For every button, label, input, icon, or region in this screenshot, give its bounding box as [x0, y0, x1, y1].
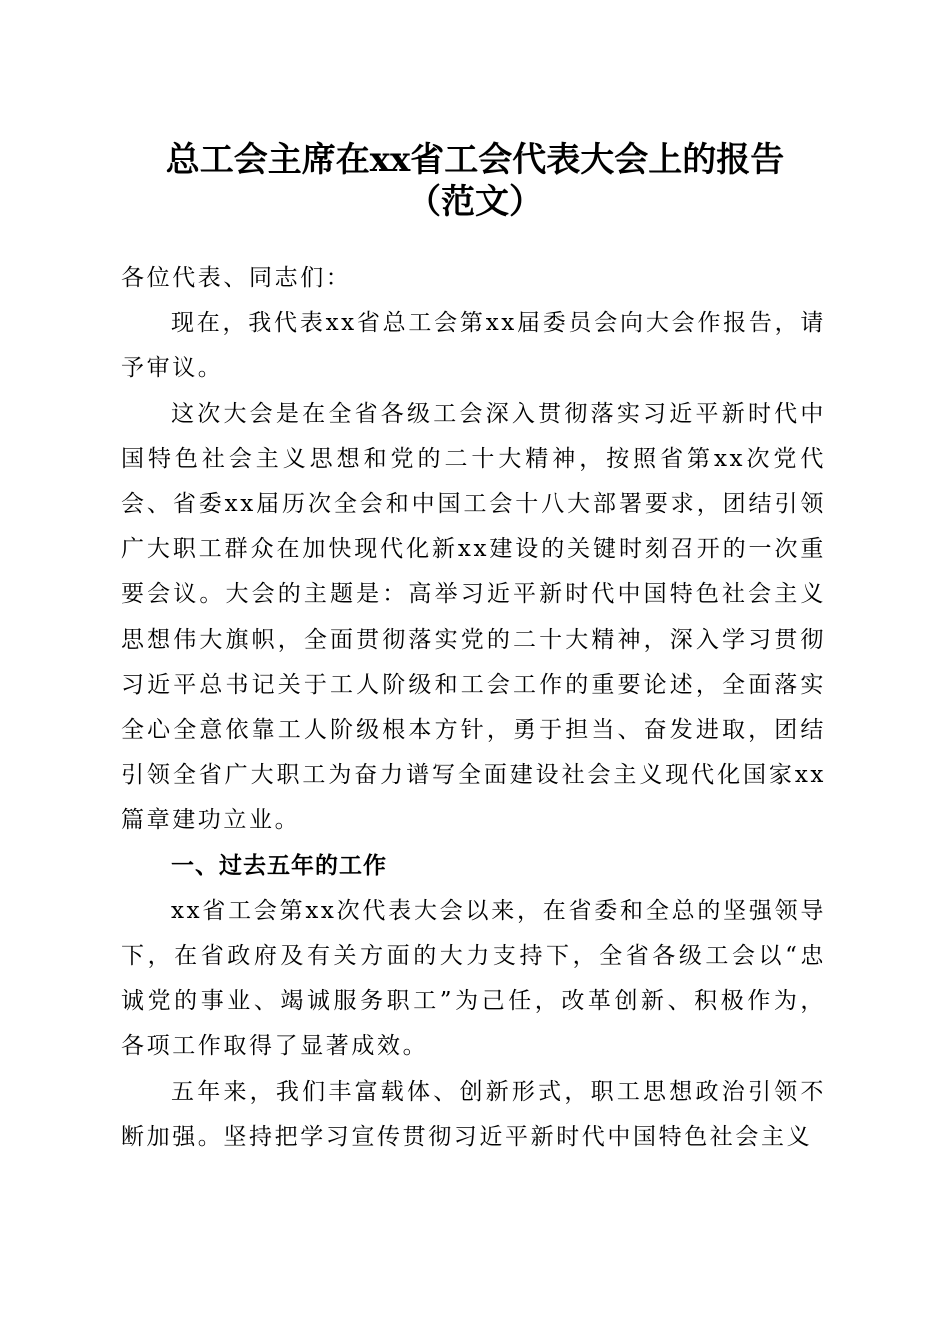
- salutation: 各位代表、同志们：: [121, 265, 352, 291]
- document-title: 总工会主席在xx省工会代表大会上的报告: [165, 140, 785, 180]
- paragraph-meeting-theme: 这次大会是在全省各级工会深入贯彻落实习近平新时代中国特色社会主义思想和党的二十大精神，按照省第xx次党代会、省委xx届历次全会和中国工会十八大部署要求，团结引领广大职工群众在加快现代化新xx建设的关键时刻召开的一次重要会议。大会的主题是：高举习近平新时代中国特色社会主义思想伟大旗帜，全面贯彻落实党的二十大精神，深入学习贯彻习近平总书记关于工人阶级和工会工作的重要论述，全面落实全心全意依靠工人阶级根本方针，勇于担当、奋发进取，团结引领全省广大职工为奋力谱写全面建设社会主义现代化国家xx篇章建功立业。: [121, 400, 826, 834]
- paragraph-five-years: 五年来，我们丰富载体、创新形式，职工思想政治引领不断加强。坚持把学习宣传贯彻习近平新时代中国特色社会主义: [121, 1078, 826, 1150]
- paragraph-achievements: xx省工会第xx次代表大会以来，在省委和全总的坚强领导下，在省政府及有关方面的大力支持下，全省各级工会以“忠诚党的事业、竭诚服务职工”为己任，改革创新、积极作为，各项工作取得了显著成效。: [121, 897, 826, 1060]
- document-subtitle: （范文）: [407, 182, 543, 222]
- paragraph-intro: 现在，我代表xx省总工会第xx届委员会向大会作报告，请予审议。: [121, 310, 826, 382]
- document-body: [121, 256, 826, 1160]
- section-heading: 一、过去五年的工作: [171, 852, 387, 879]
